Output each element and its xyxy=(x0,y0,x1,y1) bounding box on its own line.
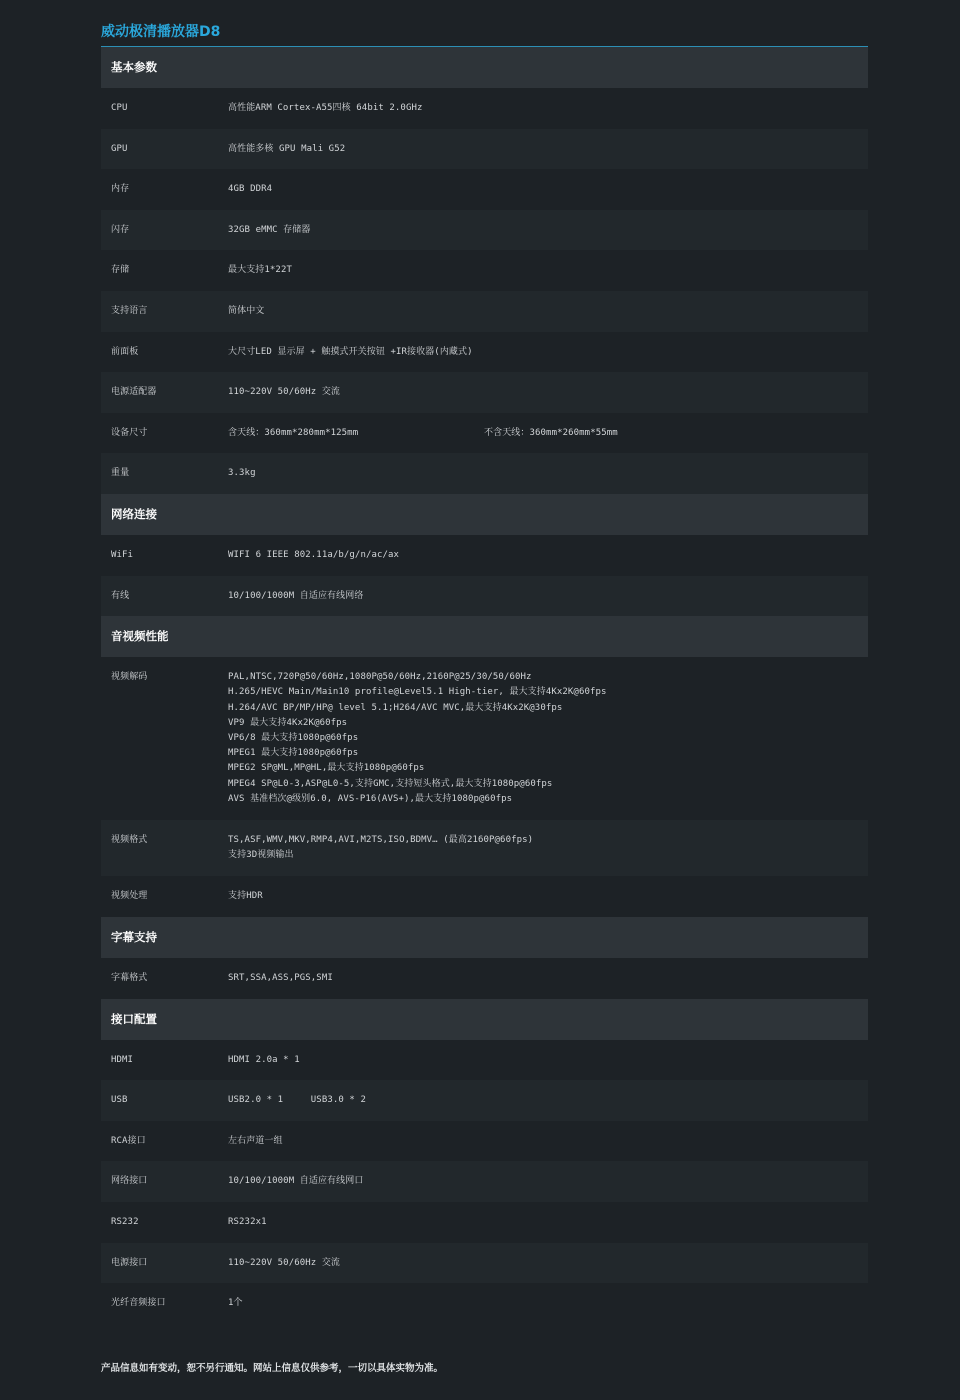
spec-value: 10/100/1000M 自适应有线网口 xyxy=(228,1176,364,1187)
spec-label: 字幕格式 xyxy=(111,972,148,983)
spec-value: 110~220V 50/60Hz 交流 xyxy=(228,387,341,398)
spec-row-network-port xyxy=(101,1161,868,1202)
spec-value: 大尺寸LED 显示屏 + 触摸式开关按钮 +IR接收器(内藏式) xyxy=(228,346,473,357)
format-line: 支持3D视频输出 xyxy=(228,850,294,861)
spec-value: 1个 xyxy=(228,1298,243,1309)
disclaimer-footer: 产品信息如有变动，恕不另行通知。网站上信息仅供参考，一切以具体实物为准。 xyxy=(101,1363,444,1374)
spec-label: 网络接口 xyxy=(111,1176,148,1187)
spec-label: WiFi xyxy=(111,549,134,560)
spec-value: SRT,SSA,ASS,PGS,SMI xyxy=(228,972,333,983)
spec-value: RS232x1 xyxy=(228,1216,267,1227)
decode-line: VP6/8 最大支持1080p@60fps xyxy=(228,732,359,743)
spec-value: HDMI 2.0a * 1 xyxy=(228,1054,300,1065)
page-title: 威动极清播放器D8 xyxy=(101,24,221,40)
spec-row-subtitle-format xyxy=(101,958,868,999)
spec-row-wifi xyxy=(101,535,868,576)
spec-label: 有线 xyxy=(111,590,130,601)
spec-label: HDMI xyxy=(111,1054,134,1065)
decode-line: H.265/HEVC Main/Main10 profile@Level5.1 High-tier, 最大支持4Kx2K@60fps xyxy=(228,687,607,698)
spec-value xyxy=(228,833,868,863)
decode-line: VP9 最大支持4Kx2K@60fps xyxy=(228,717,348,728)
spec-value: 32GB eMMC 存储器 xyxy=(228,224,311,235)
spec-row-wired xyxy=(101,576,868,617)
spec-row-optical-audio xyxy=(101,1283,868,1324)
spec-sheet xyxy=(101,20,868,1324)
spec-label: 支持语言 xyxy=(111,305,148,316)
section-header-network: 网络连接 xyxy=(101,494,868,535)
decode-line: AVS 基准档次@级别6.0, AVS-P16(AVS+),最大支持1080p@60fps xyxy=(228,793,513,804)
spec-value xyxy=(228,413,868,454)
decode-line: MPEG4 SP@L0-3,ASP@L0-5,支持GMC,支持短头格式,最大支持1080p@60fps xyxy=(228,778,553,789)
spec-label: 内存 xyxy=(111,184,130,195)
spec-label: 视频解码 xyxy=(111,672,148,683)
section-header-av: 音视频性能 xyxy=(101,616,868,657)
format-line: TS,ASF,WMV,MKV,RMP4,AVI,M2TS,ISO,BDMV… (最高2160P@60fps) xyxy=(228,834,534,845)
spec-value: USB2.0 * 1 USB3.0 * 2 xyxy=(228,1095,366,1106)
spec-row-video-decode xyxy=(101,657,868,820)
spec-value: 简体中文 xyxy=(228,305,265,316)
spec-value: 最大支持1*22T xyxy=(228,265,292,276)
spec-row-power-port xyxy=(101,1243,868,1284)
spec-row-rca xyxy=(101,1121,868,1162)
spec-value: 支持HDR xyxy=(228,891,263,902)
spec-row-dimensions xyxy=(101,413,868,454)
section-header-subtitle: 字幕支持 xyxy=(101,917,868,958)
spec-value xyxy=(228,670,868,807)
dimension-without-antenna: 不含天线：360mm*260mm*55mm xyxy=(484,427,618,438)
spec-row-front-panel xyxy=(101,332,868,373)
decode-line: PAL,NTSC,720P@50/60Hz,1080P@50/60Hz,2160P@25/30/50/60Hz xyxy=(228,672,532,683)
spec-label: 闪存 xyxy=(111,224,130,235)
spec-row-usb xyxy=(101,1080,868,1121)
spec-label: 电源接口 xyxy=(111,1257,148,1268)
spec-label: 重量 xyxy=(111,468,130,479)
spec-row-gpu xyxy=(101,129,868,170)
decode-line: MPEG1 最大支持1080p@60fps xyxy=(228,748,359,759)
spec-label: USB xyxy=(111,1095,128,1106)
decode-line: MPEG2 SP@ML,MP@HL,最大支持1080p@60fps xyxy=(228,763,425,774)
spec-row-video-format xyxy=(101,820,868,876)
spec-value: 4GB DDR4 xyxy=(228,184,273,195)
spec-label: 设备尺寸 xyxy=(111,427,148,438)
spec-label: 前面板 xyxy=(111,346,139,357)
spec-value: 左右声道一组 xyxy=(228,1135,283,1146)
spec-value: 10/100/1000M 自适应有线网络 xyxy=(228,590,364,601)
spec-label: RS232 xyxy=(111,1216,139,1227)
spec-value: 3.3kg xyxy=(228,468,256,479)
spec-row-hdmi xyxy=(101,1040,868,1081)
spec-row-storage xyxy=(101,250,868,291)
spec-label: GPU xyxy=(111,143,128,154)
spec-value: 高性能ARM Cortex-A55四核 64bit 2.0GHz xyxy=(228,103,423,113)
spec-label: 电源适配器 xyxy=(111,387,157,398)
spec-label: CPU xyxy=(111,103,128,113)
spec-label: 存储 xyxy=(111,265,130,276)
spec-label: 光纤音频接口 xyxy=(111,1298,166,1309)
spec-value: 110~220V 50/60Hz 交流 xyxy=(228,1257,341,1268)
spec-label: 视频处理 xyxy=(111,891,148,902)
section-header-basic: 基本参数 xyxy=(101,47,868,88)
spec-label: RCA接口 xyxy=(111,1135,146,1146)
spec-row-memory xyxy=(101,169,868,210)
spec-row-flash xyxy=(101,210,868,251)
spec-row-rs232 xyxy=(101,1202,868,1243)
spec-value: 高性能多核 GPU Mali G52 xyxy=(228,143,346,154)
section-header-ports: 接口配置 xyxy=(101,999,868,1040)
spec-value: WIFI 6 IEEE 802.11a/b/g/n/ac/ax xyxy=(228,549,400,560)
spec-row-cpu xyxy=(101,88,868,129)
spec-row-weight xyxy=(101,453,868,494)
spec-row-video-processing xyxy=(101,876,868,917)
dimension-with-antenna: 含天线：360mm*280mm*125mm xyxy=(228,427,359,438)
decode-line: H.264/AVC BP/MP/HP@ level 5.1;H264/AVC MVC,最大支持4Kx2K@30fps xyxy=(228,702,563,713)
spec-row-power-adapter xyxy=(101,372,868,413)
spec-label: 视频格式 xyxy=(111,834,148,845)
spec-row-language xyxy=(101,291,868,332)
